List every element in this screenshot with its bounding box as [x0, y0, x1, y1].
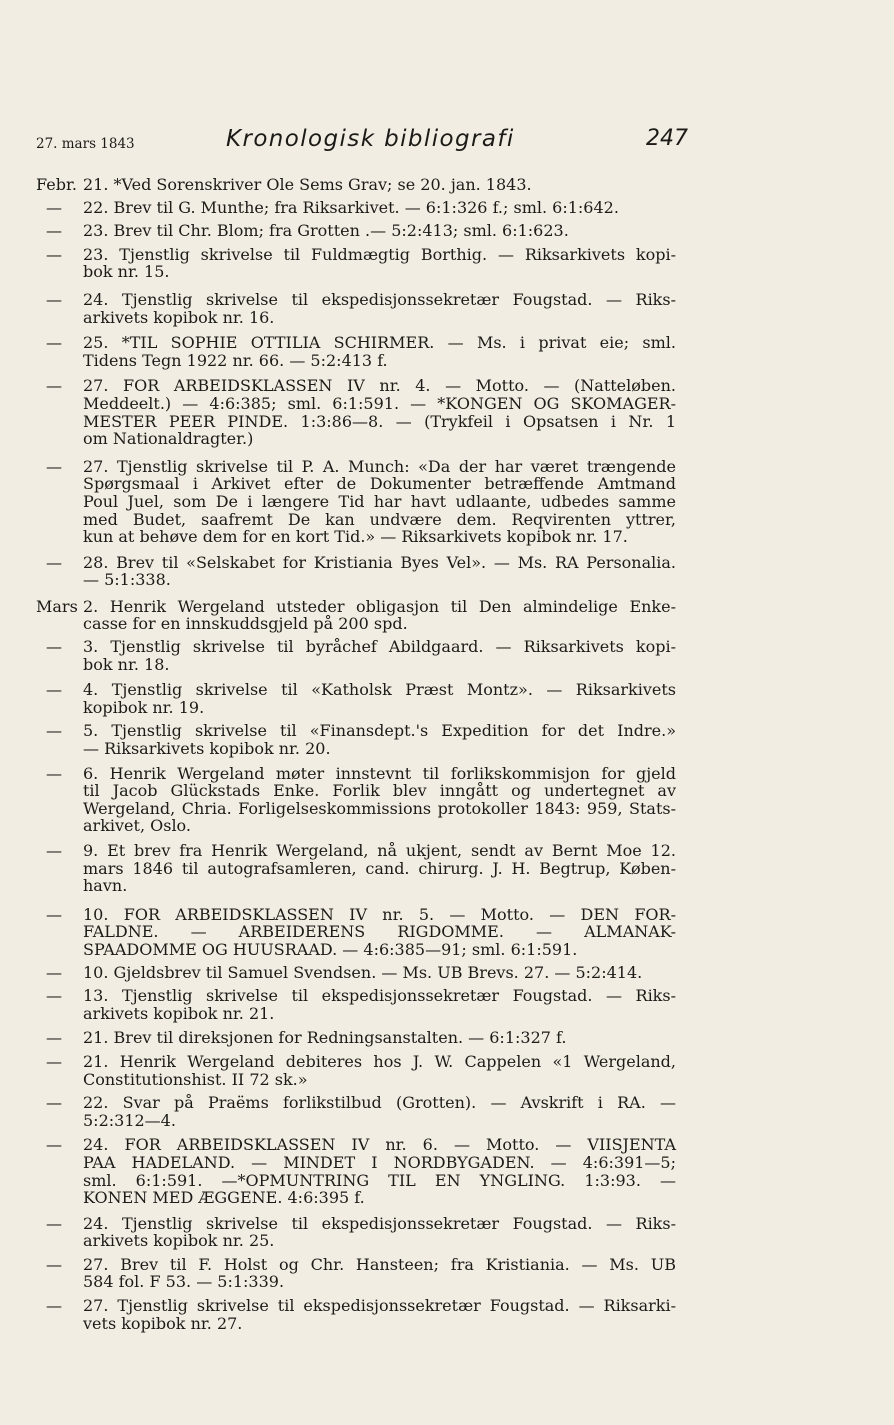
entry-line: 10. Gjeldsbrev til Samuel Svendsen. — Ms. UB Brevs. 27. — 5:2:414.: [83, 962, 643, 982]
ditto-dash: —: [46, 1028, 62, 1048]
page-header: [36, 126, 688, 158]
entry-line: 2. Henrik Wergeland utsteder obligasjon til Den almindelige Enke-: [83, 596, 676, 616]
bibliography-entry: [36, 964, 676, 982]
ditto-dash: —: [46, 986, 62, 1006]
bibliography-entry: [36, 1029, 676, 1047]
entry-line: 21. *Ved Sorenskriver Ole Sems Grav; se 20. jan. 1843.: [83, 175, 532, 194]
entry-text: [83, 906, 676, 959]
entry-line: mars 1846 til autografsamleren, cand. chirurg. J. H. Begtrup, Køben-: [83, 858, 676, 878]
ditto-dash: —: [46, 221, 62, 241]
bibliography-entry: [36, 906, 676, 959]
ditto-dash: —: [46, 244, 62, 264]
entry-line: havn.: [83, 876, 128, 896]
entry-line: bok nr. 15.: [83, 262, 170, 282]
entry-text: [83, 291, 676, 326]
entry-line: 27. Tjenstlig skrivelse til P. A. Munch: «Da der har været trængende: [83, 456, 676, 476]
entry-line: arkivets kopibok nr. 21.: [83, 1003, 275, 1023]
ditto-dash: —: [46, 552, 62, 572]
bibliography-entry: [36, 1215, 676, 1250]
entry-text: [83, 1256, 676, 1291]
entry-line: 9. Et brev fra Henrik Wergeland, nå ukjent, sendt av Bernt Moe 12.: [83, 841, 676, 860]
bibliography-entry: [36, 638, 676, 673]
entry-text: [83, 554, 676, 589]
entry-text: [83, 722, 676, 757]
entry-line: 5. Tjenstlig skrivelse til «Finansdept.'s Expedition for det Indre.»: [83, 721, 676, 741]
entry-line: 584 fol. F 53. — 5:1:339.: [83, 1272, 285, 1292]
entry-line: 24. Tjenstlig skrivelse til ekspedisjonssekretær Fougstad. — Riks-: [83, 289, 676, 309]
entry-line: 21. Henrik Wergeland debiteres hos J. W. Cappelen «1 Wergeland,: [83, 1051, 676, 1071]
entry-line: casse for en innskuddsgjeld på 200 spd.: [83, 614, 408, 634]
entry-text: [83, 1029, 676, 1047]
ditto-dash: —: [46, 376, 62, 396]
entry-text: [83, 681, 676, 716]
entry-text: [83, 1297, 676, 1332]
bibliography-entry: [36, 1094, 676, 1129]
ditto-dash: —: [46, 1213, 62, 1233]
ditto-dash: —: [46, 1135, 62, 1155]
entry-line: 25. *TIL SOPHIE OTTILIA SCHIRMER. — Ms. i privat eie; sml.: [83, 333, 676, 353]
entry-line: arkivets kopibok nr. 25.: [83, 1231, 275, 1251]
entry-line: 10. FOR ARBEIDSKLASSEN IV nr. 5. — Motto. — DEN FOR-: [83, 904, 676, 924]
entry-text: [83, 1215, 676, 1250]
entry-line: SPAADOMME OG HUUSRAAD. — 4:6:385—91; sml. 6:1:591.: [83, 939, 578, 959]
month-label: Mars: [36, 596, 78, 616]
bibliography-entries: [36, 176, 676, 1332]
entry-line: kopibok nr. 19.: [83, 697, 205, 717]
bibliography-entry: [36, 246, 676, 281]
entry-line: PAA HADELAND. — MINDET I NORDBYGADEN. — 4:6:391—5;: [83, 1152, 676, 1172]
entry-text: [83, 458, 676, 546]
ditto-dash: —: [46, 721, 62, 741]
entry-line: Wergeland, Chria. Forligelseskommissions protokoller 1843: 959, Stats-: [83, 798, 676, 818]
bibliography-entry: [36, 1136, 676, 1206]
entry-text: [83, 765, 676, 835]
bibliography-entry: [36, 554, 676, 589]
running-header-title: Kronologisk bibliografi: [226, 126, 515, 152]
bibliography-entry: [36, 377, 676, 447]
month-label: Febr.: [36, 175, 77, 194]
ditto-dash: —: [46, 1051, 62, 1071]
entry-line: Poul Juel, som De i længere Tid har havt udlaante, udbedes samme: [83, 491, 676, 511]
bibliography-entry: [36, 458, 676, 546]
entry-text: [83, 1053, 676, 1088]
entry-line: bok nr. 18.: [83, 654, 170, 674]
bibliography-entry: [36, 334, 676, 369]
running-header-date: 27. mars 1843: [36, 136, 135, 152]
ditto-dash: —: [46, 904, 62, 924]
entry-line: 22. Svar på Praëms forlikstilbud (Grotten). — Avskrift i RA. —: [83, 1093, 676, 1113]
bibliography-entry: [36, 176, 676, 194]
entry-line: 21. Brev til direksjonen for Redningsanstalten. — 6:1:327 f.: [83, 1028, 567, 1048]
entry-text: [83, 842, 676, 895]
entry-text: [83, 199, 676, 217]
entry-line: vets kopibok nr. 27.: [83, 1313, 243, 1333]
bibliography-entry: [36, 222, 676, 240]
entry-line: til Jacob Glückstads Enke. Forlik blev inngått og undertegnet av: [83, 781, 676, 801]
bibliography-entry: [36, 1256, 676, 1291]
entry-text: [83, 176, 676, 194]
page-number: 247: [646, 126, 688, 151]
entry-text: [83, 1094, 676, 1129]
entry-line: Spørgsmaal i Arkivet efter de Dokumenter betræffende Amtmand: [83, 474, 676, 494]
entry-line: Constitutionshist. II 72 sk.»: [83, 1069, 308, 1089]
bibliography-entry: [36, 722, 676, 757]
bibliography-entry: [36, 987, 676, 1022]
entry-line: KONEN MED ÆGGENE. 4:6:395 f.: [83, 1188, 365, 1208]
entry-line: 4. Tjenstlig skrivelse til «Katholsk Præst Montz». — Riksarkivets: [83, 680, 676, 700]
bibliography-entry: [36, 765, 676, 835]
entry-line: med Budet, saafremt De kan undvære dem. Reqvirenten yttrer,: [83, 509, 676, 529]
ditto-dash: —: [46, 289, 62, 309]
ditto-dash: —: [46, 680, 62, 700]
entry-line: om Nationaldragter.): [83, 429, 254, 449]
ditto-dash: —: [46, 962, 62, 982]
ditto-dash: —: [46, 1093, 62, 1113]
entry-line: 5:2:312—4.: [83, 1110, 176, 1130]
entry-line: 6. Henrik Wergeland møter innstevnt til forlikskommisjon for gjeld: [83, 763, 676, 783]
entry-line: 23. Tjenstlig skrivelse til Fuldmægtig Borthig. — Riksarkivets kopi-: [83, 244, 676, 264]
entry-line: 28. Brev til «Selskabet for Kristiania Byes Vel». — Ms. RA Personalia.: [83, 552, 676, 572]
entry-line: — 5:1:338.: [83, 570, 171, 590]
ditto-dash: —: [46, 333, 62, 353]
entry-text: [83, 964, 676, 982]
ditto-dash: —: [46, 197, 62, 217]
bibliography-entry: [36, 199, 676, 217]
entry-line: — Riksarkivets kopibok nr. 20.: [83, 739, 331, 759]
entry-line: 23. Brev til Chr. Blom; fra Grotten .— 5:2:413; sml. 6:1:623.: [83, 221, 569, 241]
entry-line: kun at behøve dem for en kort Tid.» — Riksarkivets kopibok nr. 17.: [83, 527, 628, 547]
entry-line: FALDNE. — ARBEIDERENS RIGDOMME. — ALMANAK-: [83, 922, 676, 942]
entry-text: [83, 246, 676, 281]
entry-text: [83, 1136, 676, 1206]
entry-line: 24. FOR ARBEIDSKLASSEN IV nr. 6. — Motto. — VIISJENTA: [83, 1135, 676, 1155]
entry-line: 13. Tjenstlig skrivelse til ekspedisjonssekretær Fougstad. — Riks-: [83, 986, 676, 1006]
entry-line: 27. Tjenstlig skrivelse til ekspedisjonssekretær Fougstad. — Riksarki-: [83, 1296, 676, 1316]
entry-line: MESTER PEER PINDE. 1:3:86—8. — (Trykfeil i Opsatsen i Nr. 1: [83, 411, 676, 431]
ditto-dash: —: [46, 763, 62, 783]
ditto-dash: —: [46, 456, 62, 476]
bibliography-entry: [36, 681, 676, 716]
entry-text: [83, 598, 676, 633]
entry-line: arkivet, Oslo.: [83, 816, 191, 836]
bibliography-entry: [36, 1053, 676, 1088]
entry-text: [83, 638, 676, 673]
entry-line: 27. FOR ARBEIDSKLASSEN IV nr. 4. — Motto. — (Natteløben.: [83, 376, 676, 396]
entry-line: 22. Brev til G. Munthe; fra Riksarkivet. — 6:1:326 f.; sml. 6:1:642.: [83, 197, 619, 217]
entry-text: [83, 334, 676, 369]
entry-line: arkivets kopibok nr. 16.: [83, 307, 275, 327]
bibliography-entry: [36, 842, 676, 895]
entry-text: [83, 377, 676, 447]
entry-line: sml. 6:1:591. —*OPMUNTRING TIL EN YNGLING. 1:3:93. —: [83, 1170, 676, 1190]
entry-line: Meddeelt.) — 4:6:385; sml. 6:1:591. — *KONGEN OG SKOMAGER-: [83, 393, 676, 413]
entry-line: 3. Tjenstlig skrivelse til byråchef Abildgaard. — Riksarkivets kopi-: [83, 637, 676, 657]
bibliography-entry: [36, 291, 676, 326]
ditto-dash: —: [46, 841, 62, 860]
entry-text: [83, 222, 676, 240]
ditto-dash: —: [46, 637, 62, 657]
entry-line: 24. Tjenstlig skrivelse til ekspedisjonssekretær Fougstad. — Riks-: [83, 1213, 676, 1233]
ditto-dash: —: [46, 1296, 62, 1316]
entry-line: 27. Brev til F. Holst og Chr. Hansteen; fra Kristiania. — Ms. UB: [83, 1254, 676, 1274]
entry-line: Tidens Tegn 1922 nr. 66. — 5:2:413 f.: [83, 350, 388, 370]
ditto-dash: —: [46, 1254, 62, 1274]
bibliography-entry: [36, 1297, 676, 1332]
entry-text: [83, 987, 676, 1022]
bibliography-entry: [36, 598, 676, 633]
